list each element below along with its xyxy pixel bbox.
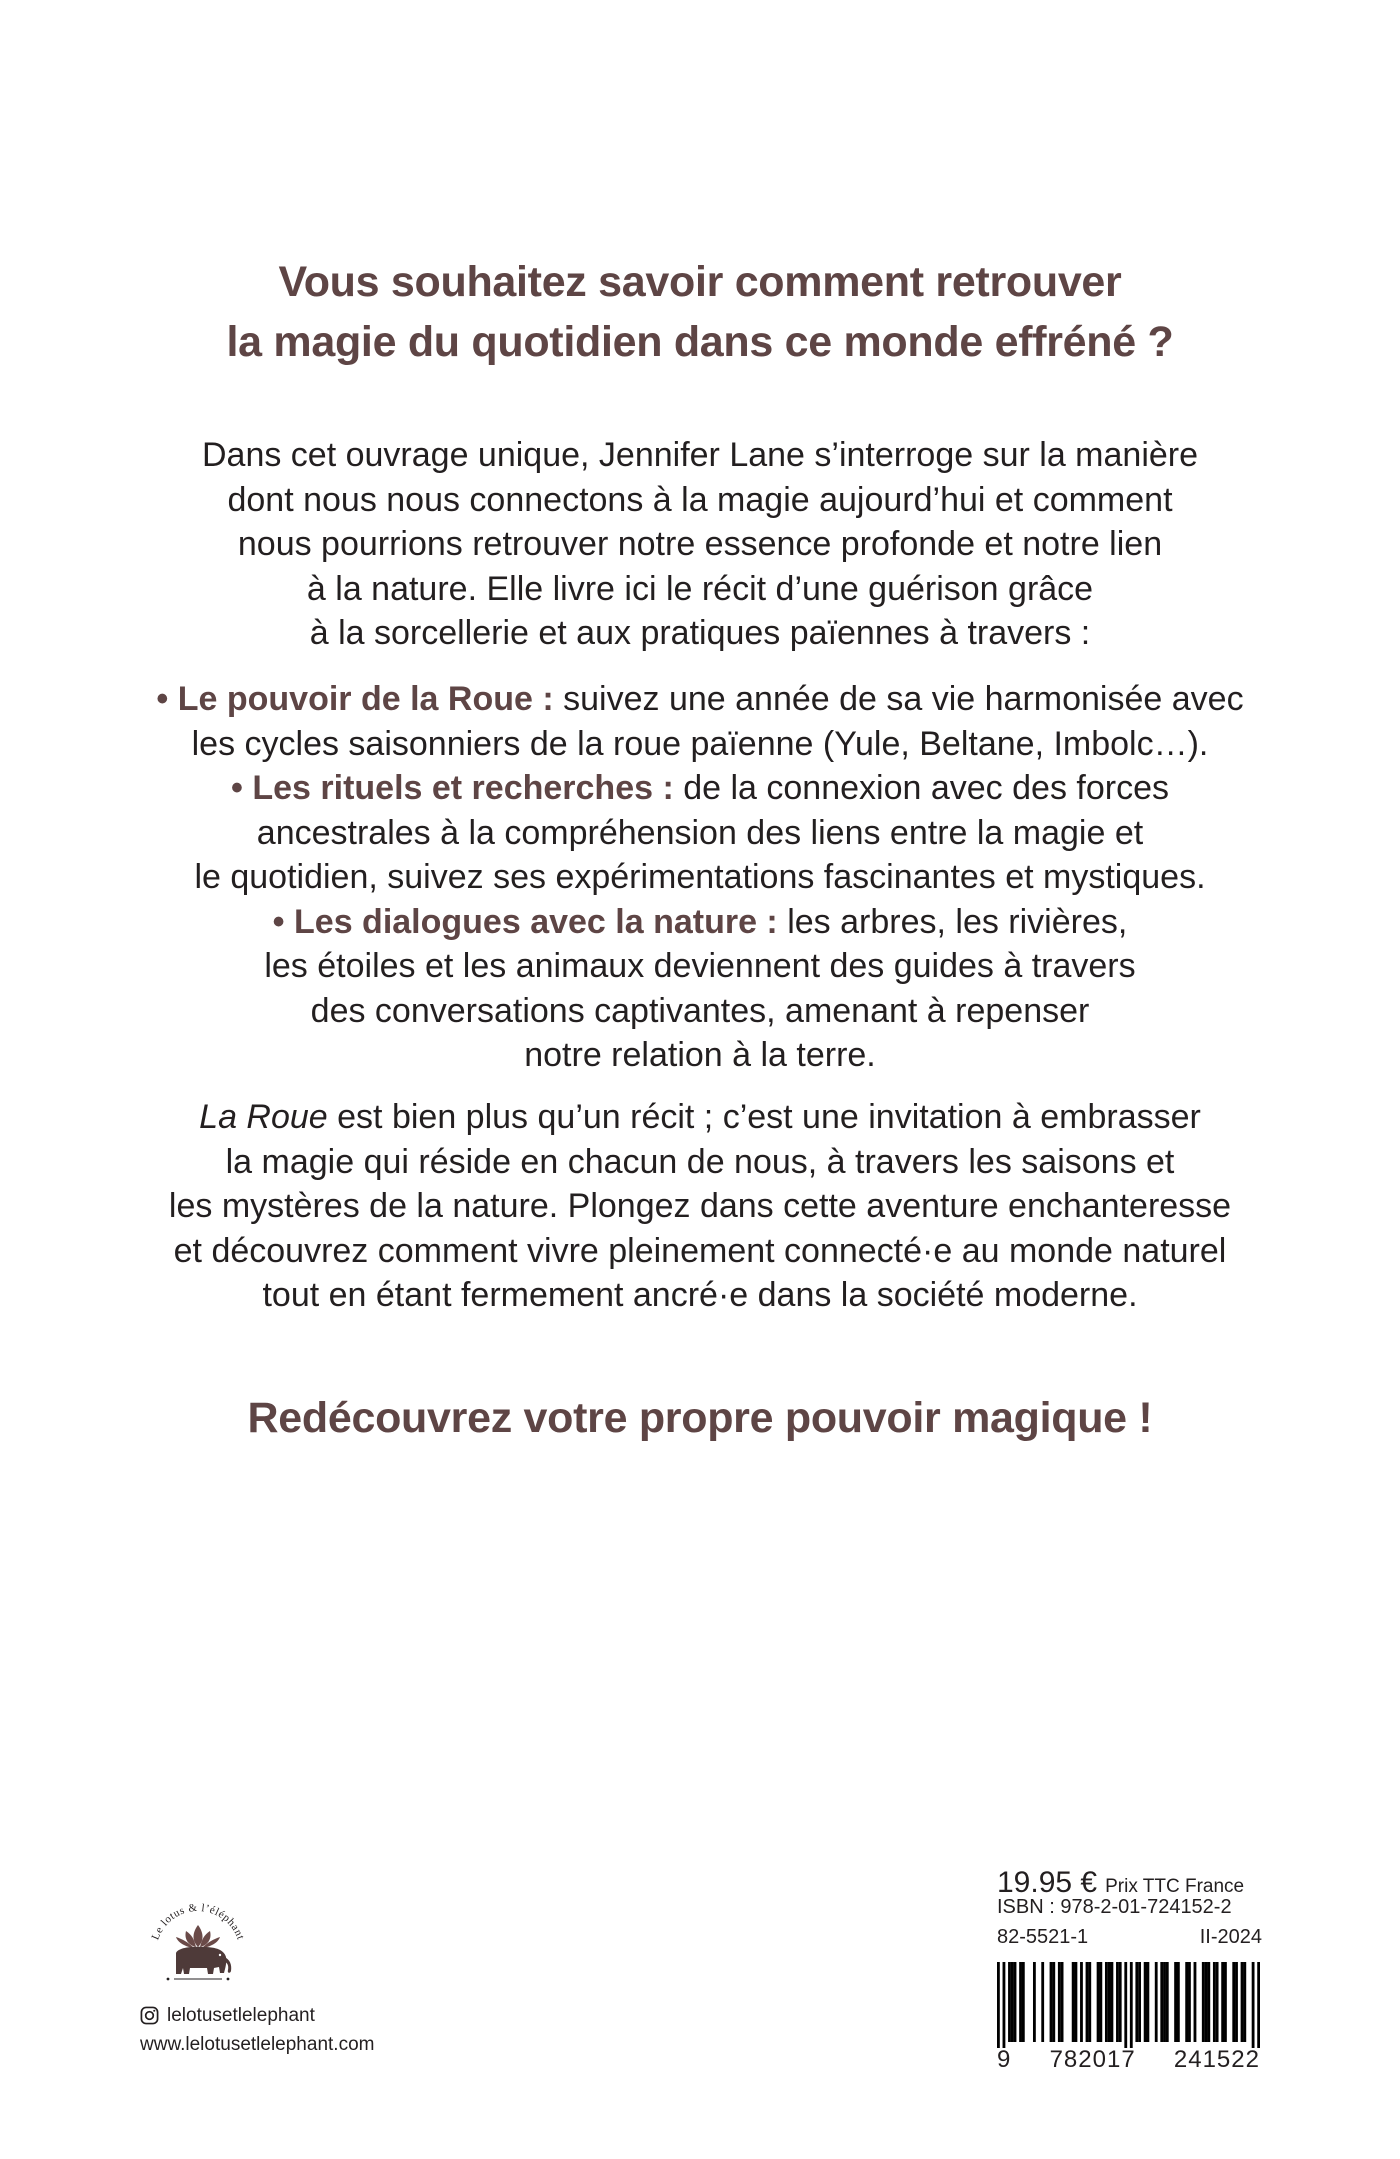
barcode-bar xyxy=(1119,1962,1122,2042)
bullet-text: de la connexion avec des forces xyxy=(673,769,1169,807)
bullet-text-line: des conversations captivantes, amenant à repenser xyxy=(310,991,1090,1030)
price-value: 19.95 € xyxy=(997,1866,1098,1899)
barcode-bar xyxy=(1014,1962,1017,2042)
intro-line: Dans cet ouvrage unique, Jennifer Lane s’interroge sur la manière xyxy=(201,436,1199,474)
publisher-contact xyxy=(140,2001,374,2059)
barcode-bar xyxy=(1213,1962,1216,2042)
barcode-bar xyxy=(1177,1962,1180,2042)
barcode-bar xyxy=(1097,1962,1100,2042)
barcode-bar xyxy=(1124,1962,1127,2048)
closing-line: les mystères de la nature. Plongez dans cette aventure enchanteresse xyxy=(168,1187,1232,1225)
barcode-bar xyxy=(1135,1962,1138,2042)
barcode-bar xyxy=(1011,1962,1014,2042)
barcode-bar xyxy=(1008,1962,1011,2042)
closing-text: est bien plus qu’un récit ; c’est une invitation à embrasser xyxy=(327,1098,1201,1136)
closing-line: et découvrez comment vivre pleinement connecté·e au monde naturel xyxy=(173,1231,1227,1270)
barcode-bar xyxy=(1050,1962,1053,2042)
bullet-text-line: les étoiles et les animaux deviennent des guides à travers xyxy=(264,947,1136,985)
bullet-list xyxy=(0,677,1400,1078)
closing-line: la magie qui réside en chacun de nous, à travers les saisons et xyxy=(225,1142,1175,1181)
barcode-bar xyxy=(1058,1962,1061,2042)
closing-paragraph xyxy=(0,1095,1400,1318)
barcode-bar xyxy=(1022,1962,1025,2042)
publisher-logo xyxy=(128,1875,268,2015)
headline-line: la magie du quotidien dans ce monde effréné ? xyxy=(226,318,1174,366)
instagram-handle: lelotusetlelephant xyxy=(167,2005,315,2026)
price-label: Prix TTC France xyxy=(1105,1876,1245,1897)
instagram-icon xyxy=(140,2006,159,2025)
barcode-bar xyxy=(1205,1962,1208,2042)
barcode-bar xyxy=(1072,1962,1075,2042)
bullet-heading: • Le pouvoir de la Roue : xyxy=(156,680,554,718)
headline-line: Vous souhaitez savoir comment retrouver xyxy=(278,258,1122,306)
barcode-bar xyxy=(1061,1962,1064,2042)
bullet-item xyxy=(0,766,1400,811)
barcode-bar xyxy=(1252,1962,1255,2048)
intro-line: nous pourrions retrouver notre essence profonde et notre lien xyxy=(237,525,1163,563)
barcode-bar xyxy=(1185,1962,1188,2042)
barcode-bar xyxy=(1130,1962,1133,2048)
barcode-bar xyxy=(1052,1962,1055,2042)
bullet-text-line: notre relation à la terre. xyxy=(524,1036,876,1074)
barcode-bar xyxy=(1116,1962,1119,2042)
closing-line: tout en étant fermement ancré·e dans la société moderne. xyxy=(262,1276,1138,1314)
barcode-bar xyxy=(1019,1962,1022,2042)
barcode-bar xyxy=(1099,1962,1102,2042)
barcode-bar xyxy=(1241,1962,1244,2042)
edition-code: II-2024 xyxy=(1199,1926,1262,1948)
bullet-text-line: ancestrales à la compréhension des liens entre la magie et xyxy=(256,813,1144,852)
barcode-bar xyxy=(1221,1962,1224,2042)
barcode-bar xyxy=(1111,1962,1114,2042)
barcode-bar xyxy=(1033,1962,1036,2042)
barcode-bar xyxy=(1080,1962,1083,2042)
svg-text:Le lotus & l’éléphant: Le lotus & l’éléphant xyxy=(149,1901,247,1942)
intro-paragraph xyxy=(0,433,1400,656)
barcode-bar xyxy=(1155,1962,1158,2042)
barcode-bar xyxy=(1202,1962,1205,2042)
barcode xyxy=(997,1962,1260,2048)
headline-bottom xyxy=(0,1388,1400,1448)
barcode-bar xyxy=(1243,1962,1246,2042)
barcode-bar xyxy=(1166,1962,1169,2042)
barcode-bar xyxy=(1138,1962,1141,2042)
bullet-item xyxy=(0,900,1400,945)
barcode-bar xyxy=(1075,1962,1078,2042)
barcode-bar xyxy=(1257,1962,1260,2048)
barcode-digits xyxy=(997,2046,1260,2074)
bullet-text-line: le quotidien, suivez ses expérimentations fascinantes et mystiques. xyxy=(194,858,1206,896)
barcode-bar xyxy=(1086,1962,1089,2042)
barcode-bar xyxy=(1144,1962,1147,2042)
bullet-item xyxy=(0,677,1400,722)
bullet-text: les arbres, les rivières, xyxy=(777,902,1128,941)
intro-line: à la nature. Elle livre ici le récit d’une guérison grâce xyxy=(306,569,1094,608)
price-isbn-block xyxy=(997,1866,1262,2074)
barcode-bar xyxy=(1146,1962,1149,2042)
intro-line: à la sorcellerie et aux pratiques païennes à travers : xyxy=(309,614,1091,652)
barcode-bar xyxy=(1163,1962,1166,2042)
bullet-heading: • Les rituels et recherches : xyxy=(231,769,674,807)
barcode-bar xyxy=(1224,1962,1227,2042)
bullet-text-line: les cycles saisonniers de la roue païenne (Yule, Beltane, Imbolc…). xyxy=(191,724,1209,763)
barcode-bar xyxy=(1160,1962,1163,2042)
barcode-bar xyxy=(1088,1962,1091,2042)
barcode-digit-group: 782017 xyxy=(1049,2046,1136,2073)
barcode-bar xyxy=(1108,1962,1111,2042)
barcode-digit-group: 241522 xyxy=(1173,2046,1260,2073)
barcode-bar xyxy=(1105,1962,1108,2042)
barcode-bar xyxy=(1194,1962,1197,2042)
barcode-bar xyxy=(1216,1962,1219,2042)
bullet-text: suivez une année de sa vie harmonisée avec xyxy=(553,680,1244,718)
barcode-bar xyxy=(1003,1962,1006,2048)
closing-line xyxy=(0,1095,1400,1140)
price-row xyxy=(997,1866,1262,1899)
reference-code: 82-5521-1 xyxy=(997,1926,1089,1948)
barcode-bar xyxy=(1041,1962,1044,2042)
intro-line: dont nous nous connectons à la magie aujourd’hui et comment xyxy=(227,480,1173,519)
isbn: ISBN : 978-2-01-724152-2 xyxy=(997,1896,1232,1918)
barcode-bar xyxy=(1174,1962,1177,2042)
headline-line: Redécouvrez votre propre pouvoir magique ! xyxy=(247,1394,1153,1442)
bullet-heading: • Les dialogues avec la nature : xyxy=(272,902,778,941)
barcode-bar xyxy=(1232,1962,1235,2042)
barcode-bar xyxy=(997,1962,1000,2048)
headline-top xyxy=(0,252,1400,372)
barcode-bar xyxy=(1207,1962,1210,2042)
instagram-row[interactable] xyxy=(140,2001,374,2030)
barcode-bar xyxy=(1188,1962,1191,2042)
barcode-digit-group: 9 xyxy=(997,2046,1012,2073)
barcode-bar xyxy=(1235,1962,1238,2042)
website-link[interactable]: www.lelotusetlelephant.com xyxy=(140,2034,375,2055)
reference-row xyxy=(997,1926,1262,1956)
book-title: La Roue xyxy=(199,1098,328,1136)
